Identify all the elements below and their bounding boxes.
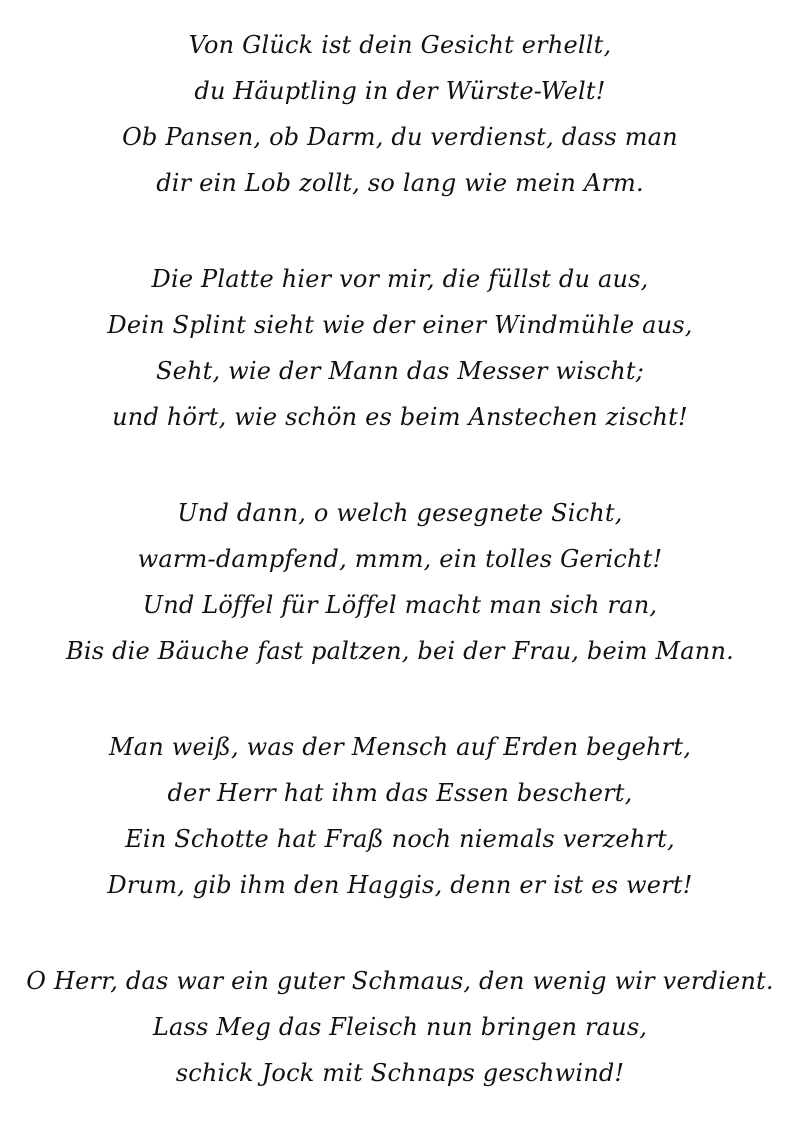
poem-line: Drum, gib ihm den Haggis, denn er ist es wert! bbox=[107, 871, 693, 899]
poem bbox=[0, 22, 800, 1146]
poem-line: Dein Splint sieht wie der einer Windmühle aus, bbox=[107, 311, 693, 339]
stanza-4 bbox=[0, 724, 800, 908]
poem-line: und hört, wie schön es beim Anstechen zischt! bbox=[112, 403, 688, 431]
poem-line: Ob Pansen, ob Darm, du verdienst, dass man bbox=[122, 123, 678, 151]
poem-line: Lass Meg das Fleisch nun bringen raus, bbox=[152, 1013, 648, 1041]
poem-line: dir ein Lob zollt, so lang wie mein Arm. bbox=[156, 169, 644, 197]
poem-line: Von Glück ist dein Gesicht erhellt, bbox=[188, 31, 612, 59]
stanza-2 bbox=[0, 256, 800, 440]
stanza-3 bbox=[0, 490, 800, 674]
poem-line: Seht, wie der Mann das Messer wischt; bbox=[155, 357, 645, 385]
poem-line: du Häuptling in der Würste-Welt! bbox=[194, 77, 606, 105]
poem-line: Und Löffel für Löffel macht man sich ran, bbox=[142, 591, 658, 619]
stanza-5 bbox=[0, 958, 800, 1096]
poem-line: O Herr, das war ein guter Schmaus, den wenig wir verdient. bbox=[26, 967, 774, 995]
poem-line: Man weiß, was der Mensch auf Erden begehrt, bbox=[108, 733, 692, 761]
poem-line: Die Platte hier vor mir, die füllst du aus, bbox=[151, 265, 649, 293]
poem-line: Und dann, o welch gesegnete Sicht, bbox=[177, 499, 623, 527]
poem-line: der Herr hat ihm das Essen beschert, bbox=[167, 779, 633, 807]
poem-line: Ein Schotte hat Fraß noch niemals verzehrt, bbox=[125, 825, 675, 853]
poem-line: warm-dampfend, mmm, ein tolles Gericht! bbox=[137, 545, 663, 573]
poem-line: schick Jock mit Schnaps geschwind! bbox=[175, 1059, 625, 1087]
stanza-1 bbox=[0, 22, 800, 206]
poem-line: Bis die Bäuche fast paltzen, bei der Frau, beim Mann. bbox=[66, 637, 734, 665]
